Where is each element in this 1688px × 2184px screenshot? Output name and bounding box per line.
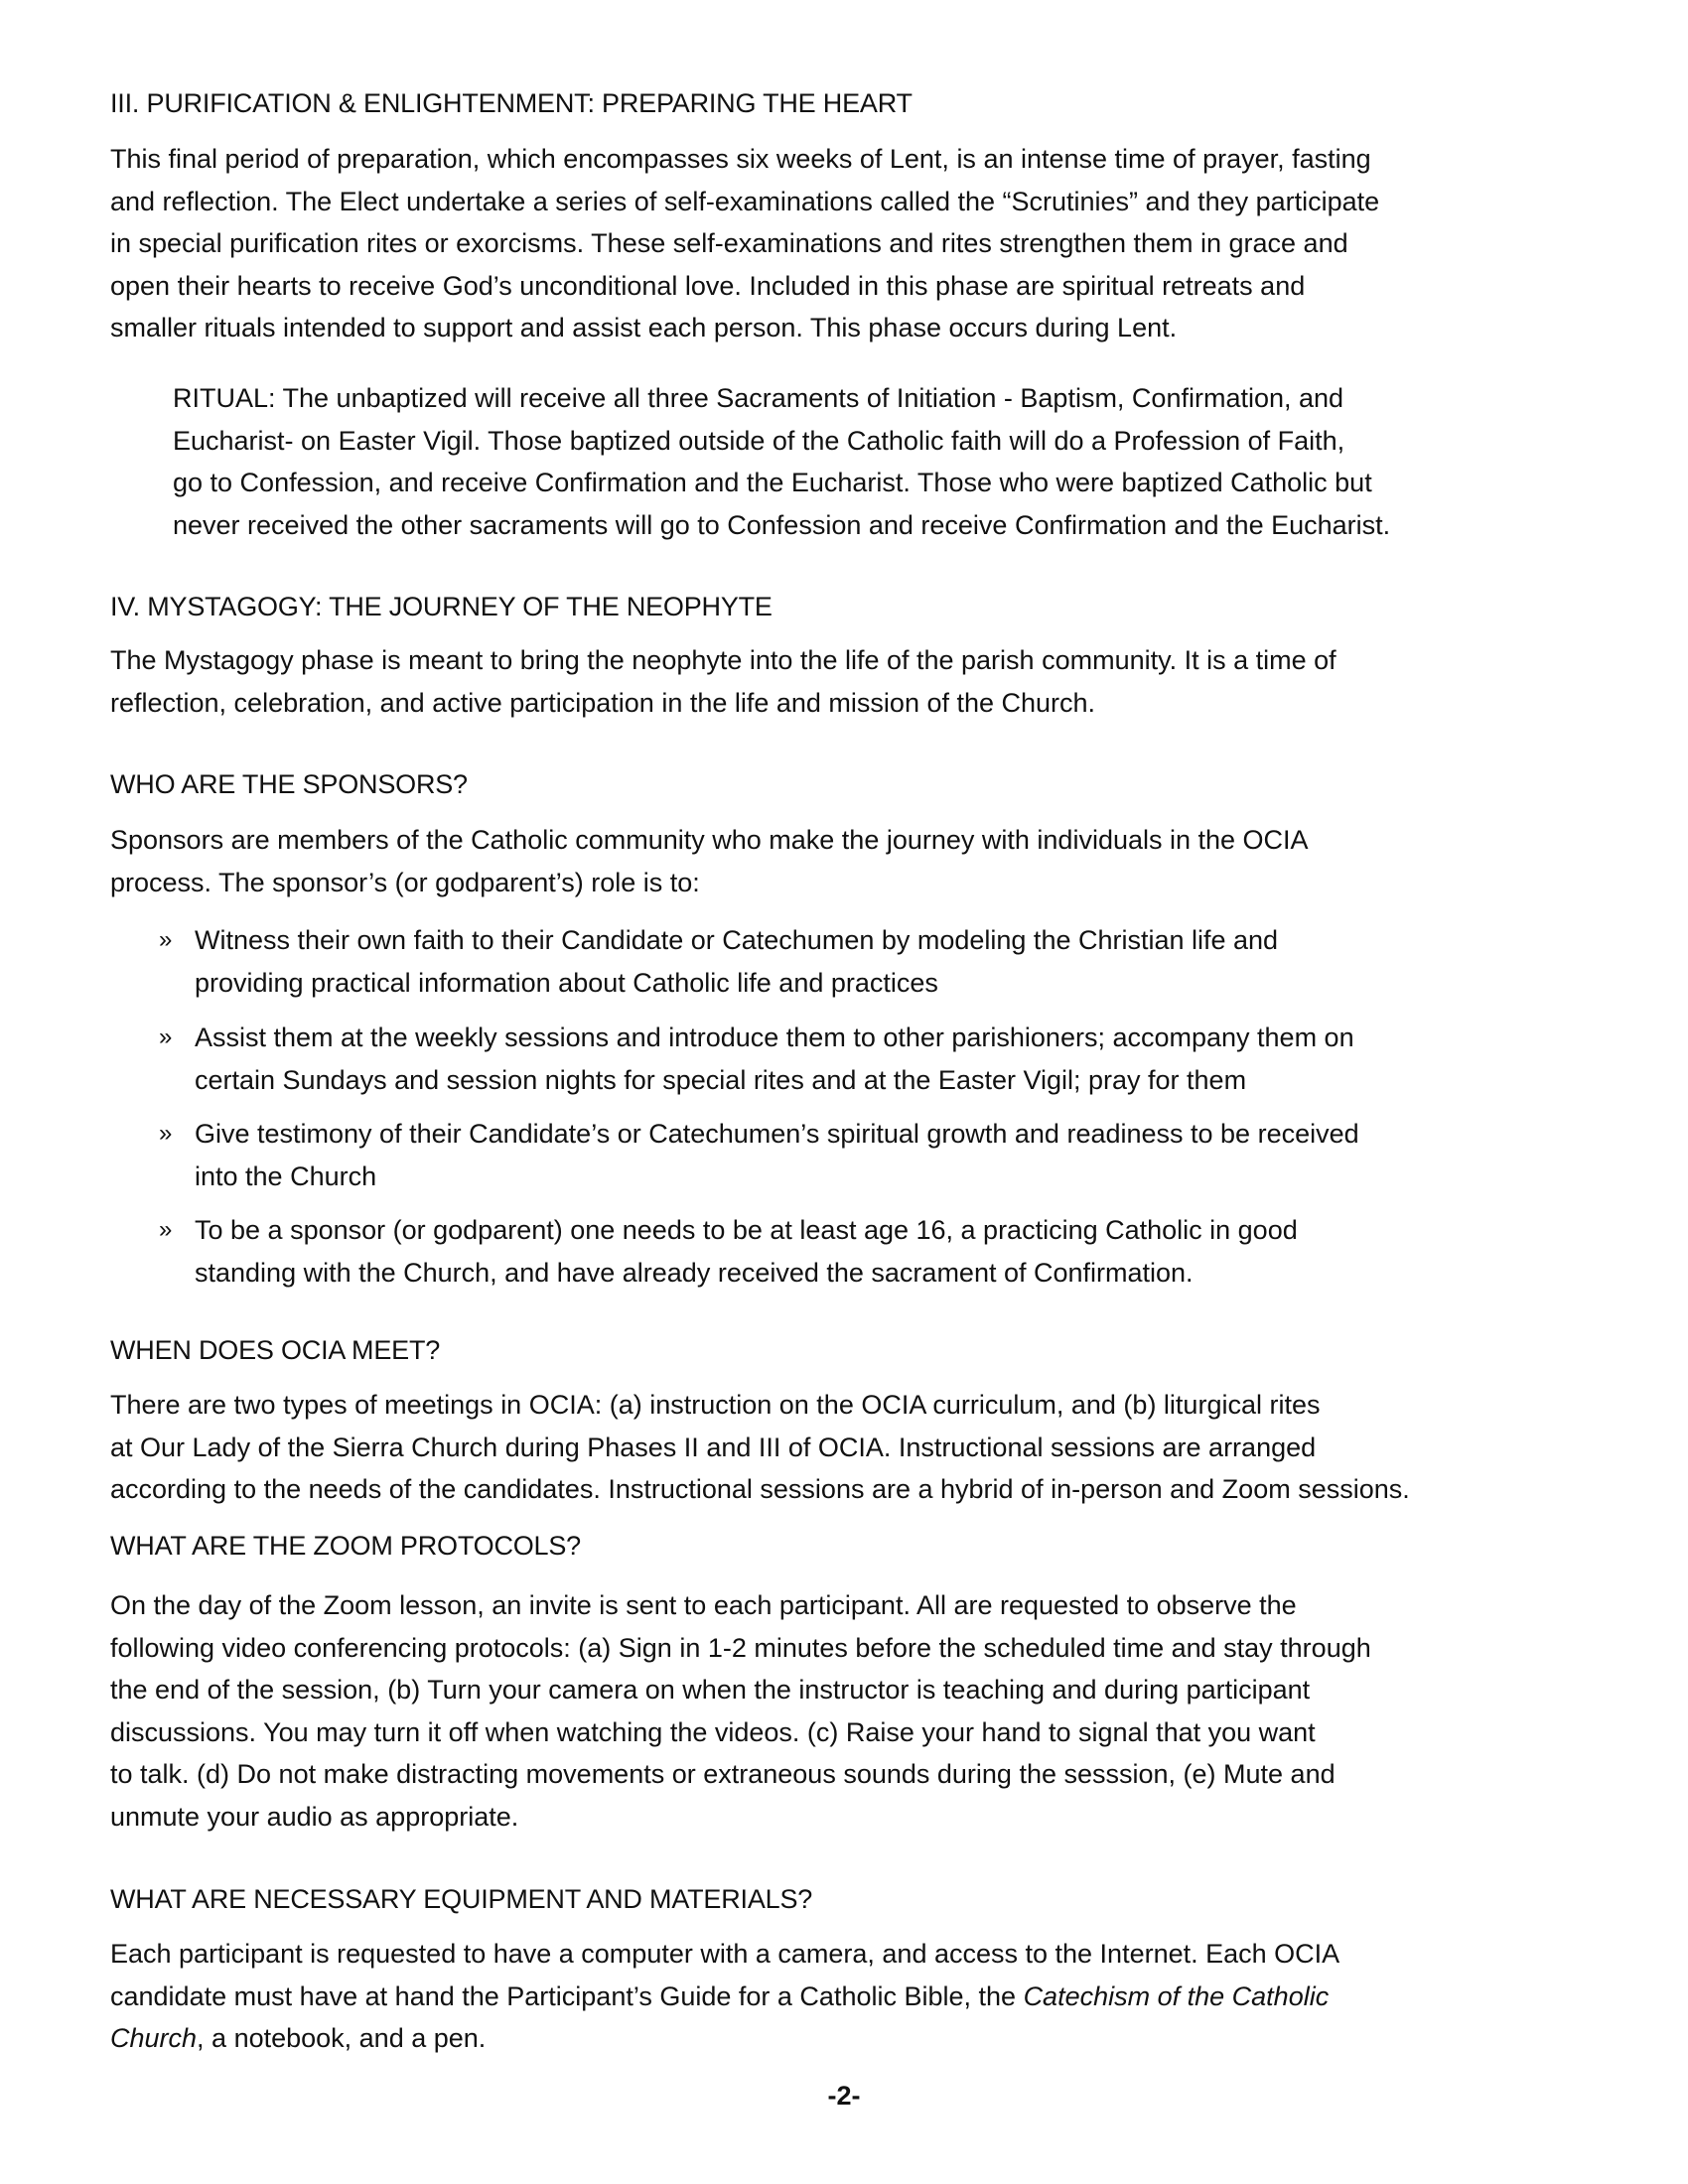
- text-line: according to the needs of the candidates. Instructional sessions are a hybrid of in-person and Zoom sessions.: [110, 1474, 1410, 1504]
- section-4-paragraph: [110, 639, 1336, 724]
- bullet-icon: »: [159, 1216, 173, 1243]
- text-line: There are two types of meetings in OCIA: (a) instruction on the OCIA curriculum, and (b) liturgical rites: [110, 1390, 1321, 1420]
- book-title-italic: Church: [110, 2023, 198, 2053]
- ritual-paragraph: [173, 377, 1390, 546]
- text-line: This final period of preparation, which encompasses six weeks of Lent, is an intense time of prayer, fasting: [110, 144, 1371, 174]
- text-line: Witness their own faith to their Candidate or Catechumen by modeling the Christian life and: [195, 925, 1279, 955]
- section-4-heading: IV. MYSTAGOGY: THE JOURNEY OF THE NEOPHYTE: [110, 592, 773, 621]
- text-span: , a notebook, and a pen.: [197, 2023, 487, 2053]
- zoom-heading: WHAT ARE THE ZOOM PROTOCOLS?: [110, 1531, 581, 1561]
- text-line: The Mystagogy phase is meant to bring the neophyte into the life of the parish community. It is a time of: [110, 645, 1336, 675]
- text-line: Eucharist- on Easter Vigil. Those baptized outside of the Catholic faith will do a Profession of Faith,: [173, 425, 1345, 456]
- text-line: Assist them at the weekly sessions and introduce them to other parishioners; accompany them on: [195, 1023, 1354, 1052]
- text-line: in special purification rites or exorcisms. These self-examinations and rites strengthen them in grace and: [110, 228, 1348, 258]
- text-span: candidate must have at hand the Participant’s Guide for a Catholic Bible, the: [110, 1980, 1024, 2011]
- text-line: and reflection. The Elect undertake a series of self-examinations called the “Scrutinies” and they participate: [110, 186, 1380, 216]
- meet-paragraph: [110, 1384, 1410, 1511]
- equipment-heading: WHAT ARE NECESSARY EQUIPMENT AND MATERIALS?: [110, 1884, 813, 1914]
- text-line: go to Confession, and receive Confirmation and the Eucharist. Those who were baptized Catholic but: [173, 468, 1372, 497]
- text-line: standing with the Church, and have already received the sacrament of Confirmation.: [195, 1257, 1194, 1288]
- text-line: [110, 1976, 1339, 2018]
- section-3-heading: III. PURIFICATION & ENLIGHTENMENT: PREPARING THE HEART: [110, 88, 913, 118]
- equipment-paragraph: [110, 1933, 1339, 2060]
- zoom-paragraph: [110, 1584, 1371, 1838]
- text-line: providing practical information about Catholic life and practices: [195, 967, 938, 998]
- bullet-icon: »: [159, 1024, 173, 1050]
- text-line: to talk. (d) Do not make distracting movements or extraneous sounds during the sesssion, (e) Mute and: [110, 1759, 1336, 1789]
- section-3-paragraph: [110, 138, 1379, 349]
- text-line: On the day of the Zoom lesson, an invite is sent to each participant. All are requested to observe the: [110, 1590, 1297, 1620]
- page-number: -2-: [827, 2081, 861, 2111]
- text-line: RITUAL: The unbaptized will receive all three Sacraments of Initiation - Baptism, Confirmation, and: [173, 383, 1344, 413]
- text-line: into the Church: [195, 1160, 377, 1191]
- text-line: discussions. You may turn it off when watching the videos. (c) Raise your hand to signal that you want: [110, 1716, 1316, 1747]
- text-line: open their hearts to receive God’s unconditional love. Included in this phase are spiritual retreats and: [110, 270, 1306, 301]
- sponsors-heading: WHO ARE THE SPONSORS?: [110, 769, 468, 799]
- text-line: Give testimony of their Candidate’s or Catechumen’s spiritual growth and readiness to be received: [195, 1119, 1359, 1149]
- text-line: following video conferencing protocols: (a) Sign in 1-2 minutes before the scheduled time and stay through: [110, 1632, 1371, 1663]
- text-line: certain Sundays and session nights for special rites and at the Easter Vigil; pray for them: [195, 1064, 1247, 1095]
- bullet-icon: »: [159, 926, 173, 953]
- text-line: unmute your audio as appropriate.: [110, 1801, 519, 1832]
- text-line: the end of the session, (b) Turn your camera on when the instructor is teaching and during participant: [110, 1675, 1311, 1705]
- text-line: smaller rituals intended to support and assist each person. This phase occurs during Lent.: [110, 313, 1178, 342]
- book-title-italic: Catechism of the Catholic: [1023, 1980, 1330, 2011]
- text-line: Each participant is requested to have a computer with a camera, and access to the Internet. Each OCIA: [110, 1939, 1340, 1969]
- sponsors-paragraph: [110, 819, 1309, 903]
- bullet-icon: »: [159, 1120, 173, 1147]
- text-line: never received the other sacraments will go to Confession and receive Confirmation and the Eucharist.: [173, 509, 1391, 540]
- meet-heading: WHEN DOES OCIA MEET?: [110, 1335, 441, 1365]
- text-line: [110, 2017, 1339, 2060]
- text-line: To be a sponsor (or godparent) one needs to be at least age 16, a practicing Catholic in good: [195, 1215, 1298, 1245]
- text-line: reflection, celebration, and active participation in the life and mission of the Church.: [110, 687, 1096, 718]
- text-line: process. The sponsor’s (or godparent’s) role is to:: [110, 867, 700, 897]
- text-line: Sponsors are members of the Catholic community who make the journey with individuals in the OCIA: [110, 825, 1309, 855]
- text-line: at Our Lady of the Sierra Church during Phases II and III of OCIA. Instructional sessions are arranged: [110, 1432, 1317, 1462]
